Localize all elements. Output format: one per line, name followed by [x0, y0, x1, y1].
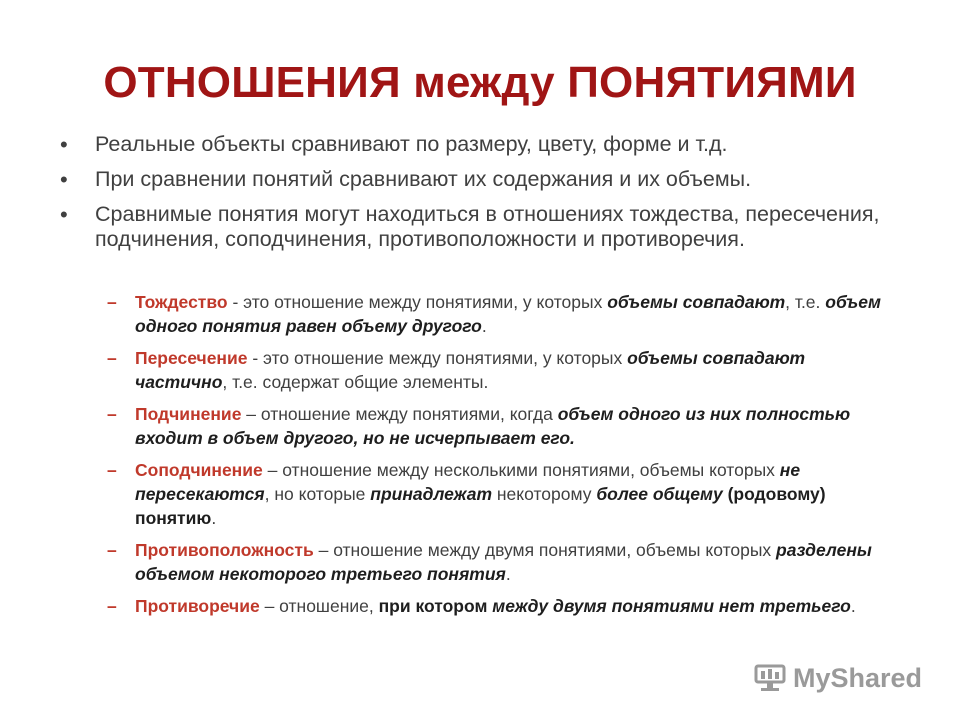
relation-subordination: – Подчинение – отношение между понятиями, когда объем одного из них полностью входит в объем другого, но не исчерпывает его.	[107, 404, 851, 448]
relation-term: Подчинение	[135, 404, 242, 424]
dash-icon: –	[107, 292, 117, 312]
relation-term: Соподчинение	[135, 460, 263, 480]
dash-icon: –	[107, 348, 117, 368]
relation-opposition: – Противоположность – отношение между двумя понятиями, объемы которых разделены объемом некоторого третьего понятия.	[107, 540, 872, 584]
relations-list	[107, 290, 897, 626]
bullet-text: Сравнимые понятия могут находиться в отношениях тождества, пересечения, подчинения, соподчинения, противоположности и противоречия.	[95, 202, 880, 251]
relation-identity: – Тождество - это отношение между понятиями, у которых объемы совпадают, т.е. объем одного понятия равен объему другого.	[107, 292, 881, 336]
relation-contradiction: – Противоречие – отношение, при котором между двумя понятиями нет третьего.	[107, 596, 856, 616]
myshared-logo-icon	[753, 662, 787, 694]
dash-icon: –	[107, 460, 117, 480]
slide-title: ОТНОШЕНИЯ между ПОНЯТИЯМИ	[103, 58, 857, 107]
bullet-text: При сравнении понятий сравнивают их содержания и их объемы.	[95, 167, 752, 191]
bullet-item	[60, 202, 880, 252]
relation-term: Противоположность	[135, 540, 314, 560]
relation-term: Тождество	[135, 292, 228, 312]
dash-icon: –	[107, 404, 117, 424]
bullet-dot-icon: •	[60, 132, 68, 157]
bullet-dot-icon: •	[60, 202, 68, 227]
bullet-item	[60, 167, 880, 192]
bullet-list	[60, 132, 880, 262]
bullet-item	[60, 132, 880, 157]
dash-icon: –	[107, 596, 117, 616]
logo-text: MyShared	[792, 662, 922, 693]
bullet-text: Реальные объекты сравнивают по размеру, цвету, форме и т.д.	[95, 132, 728, 156]
relation-coordination: – Соподчинение – отношение между несколькими понятиями, объемы которых не пересекаются, но которые принадлежат некоторому более общему (родовому) понятию.	[107, 460, 826, 528]
dash-icon: –	[107, 540, 117, 560]
bullet-dot-icon: •	[60, 167, 68, 192]
myshared-logo[interactable]	[753, 662, 922, 694]
relation-intersection: – Пересечение - это отношение между понятиями, у которых объемы совпадают частично, т.е. содержат общие элементы.	[107, 348, 806, 392]
relation-term: Противоречие	[135, 596, 260, 616]
relation-term: Пересечение	[135, 348, 248, 368]
